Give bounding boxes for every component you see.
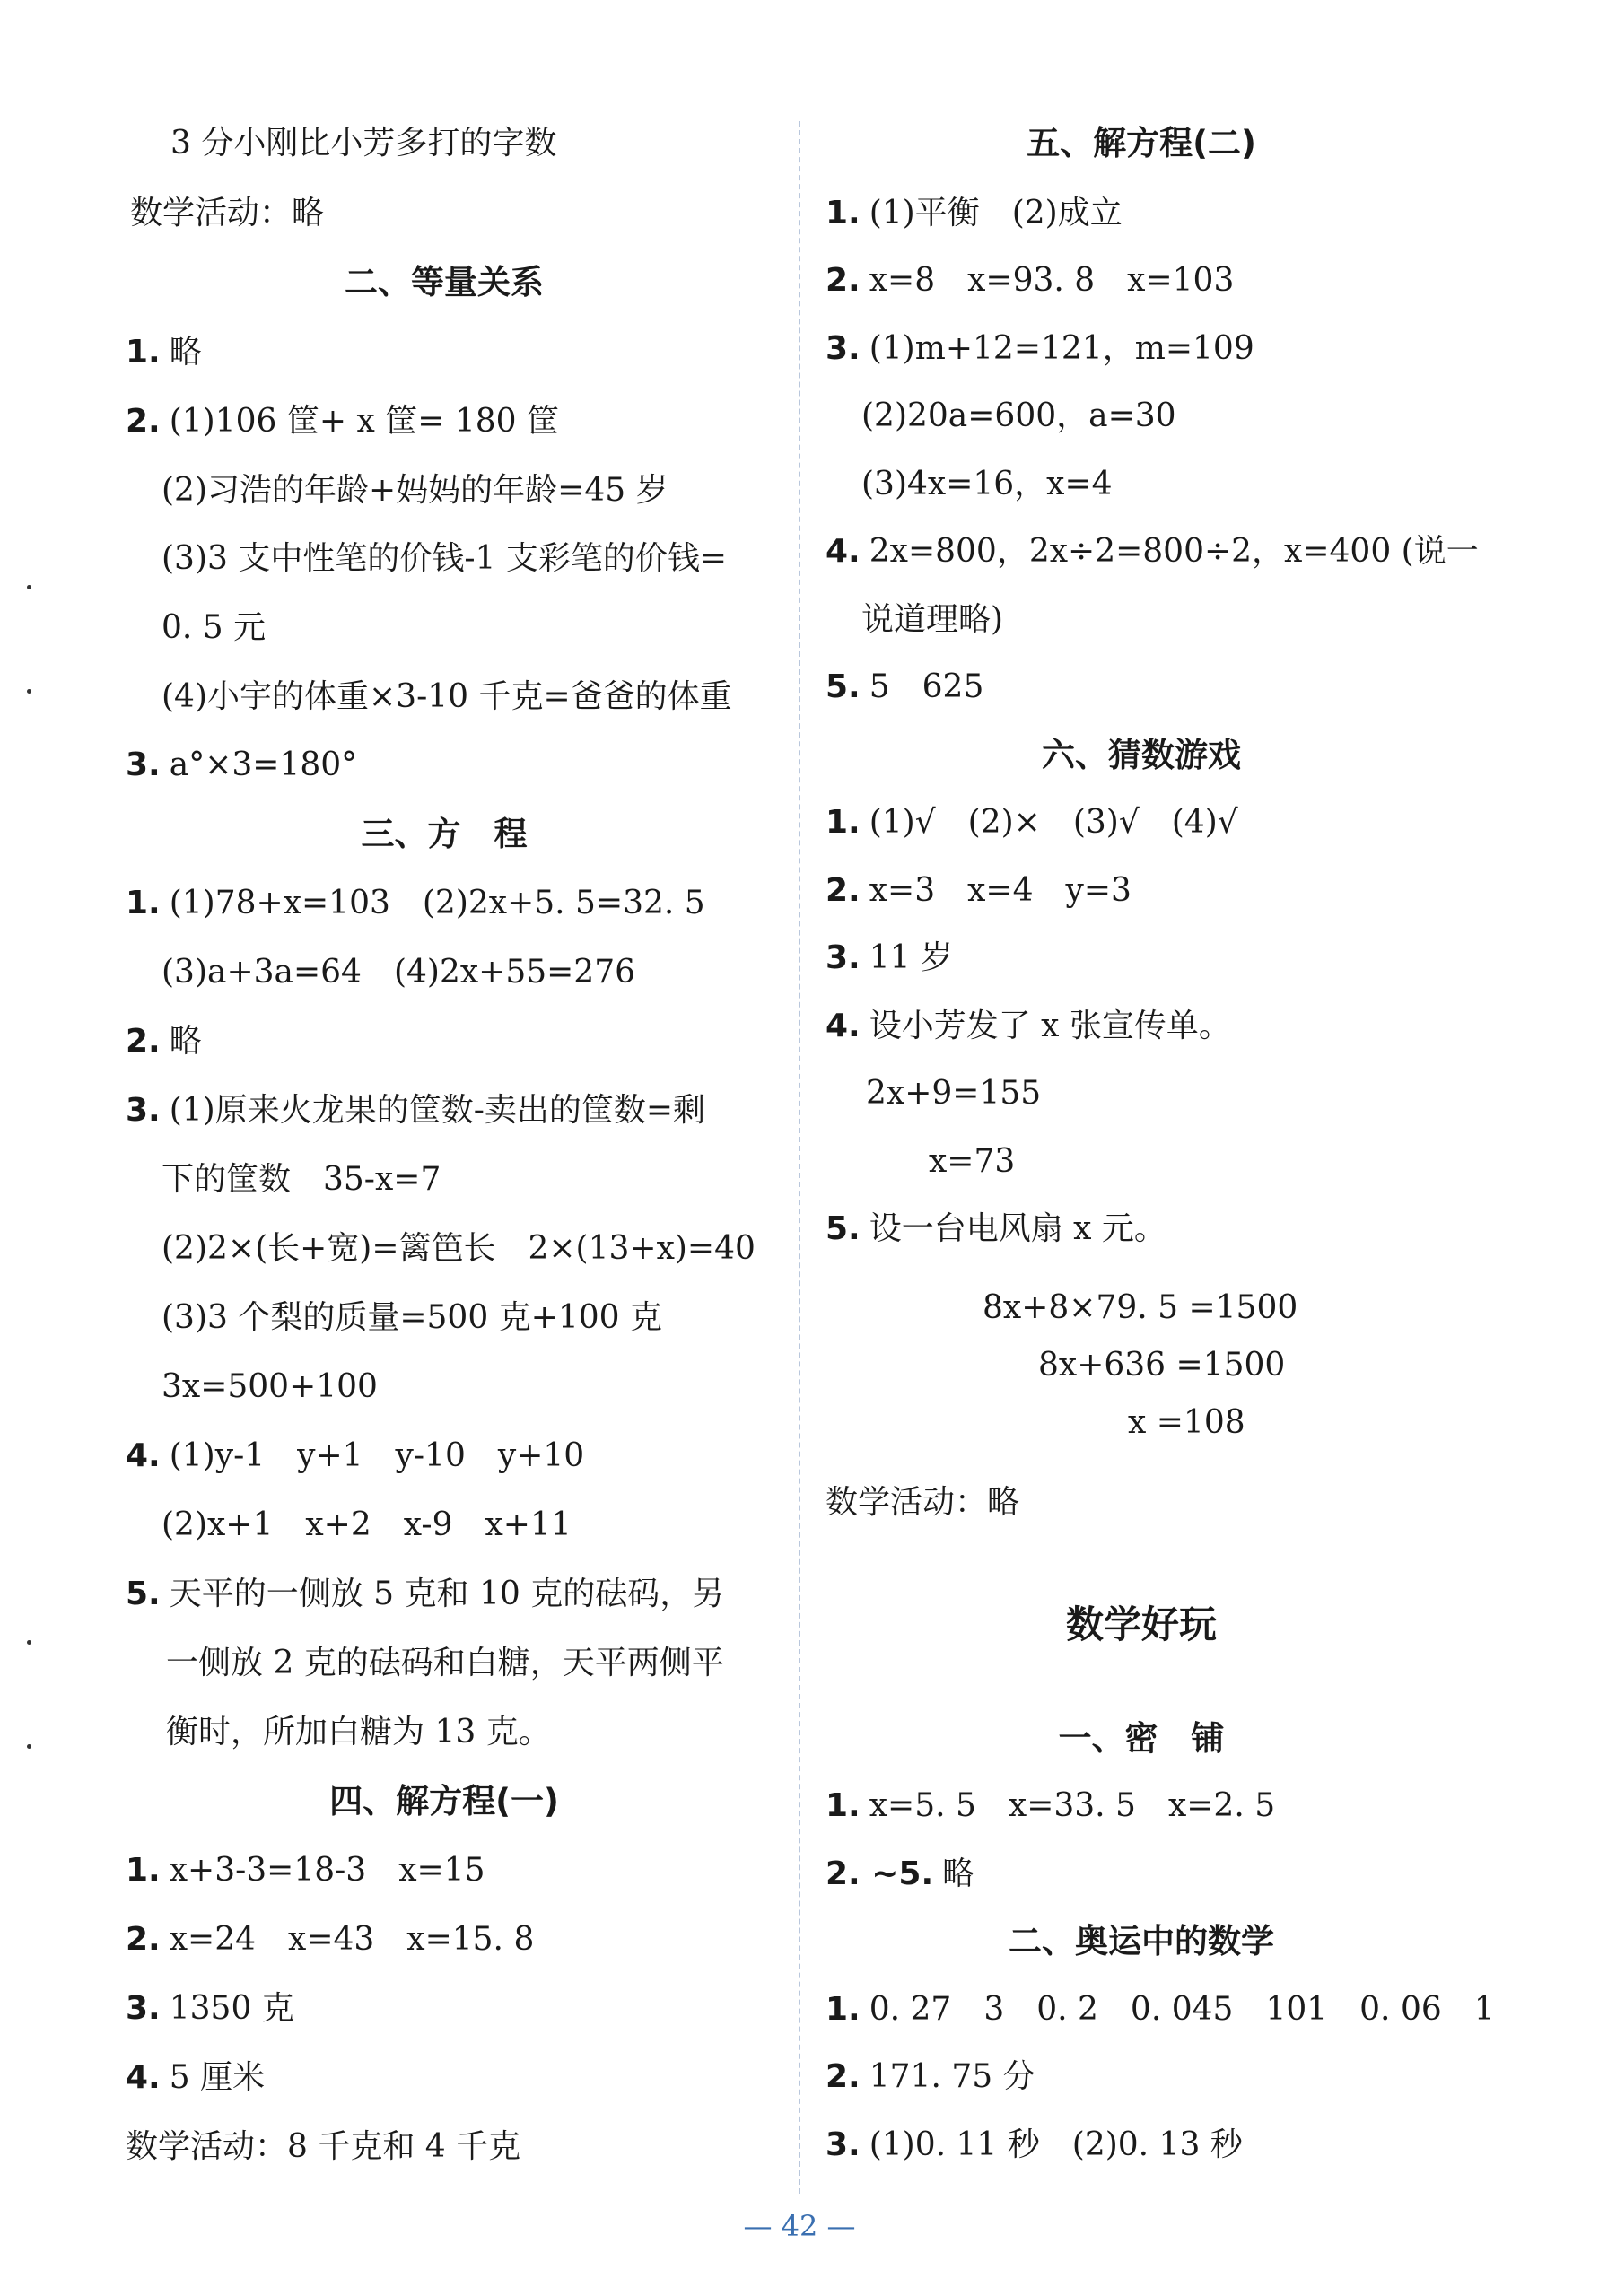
section-heading: 三、方 程: [361, 815, 528, 853]
margin-mark: [27, 1640, 31, 1645]
item-number: 3.: [126, 1990, 161, 2027]
answer-text: (1)106 筐+ x 筐= 180 筐: [169, 403, 560, 440]
answer-text: (3)a+3a=64 (4)2x+55=276: [162, 954, 636, 991]
answer-text: x=8 x=93. 8 x=103: [869, 262, 1235, 299]
answer-text: (3)4x=16，x=4: [861, 466, 1113, 502]
section-heading: 四、解方程(一): [329, 1782, 559, 1820]
answer-line: [826, 1480, 1019, 1525]
answer-text: a°×3=180°: [169, 746, 358, 783]
item-number: 2.: [126, 403, 161, 440]
answer-line: [826, 869, 1132, 913]
answer-text: 略: [942, 1855, 975, 1892]
item-number: 4.: [826, 533, 861, 570]
answer-text: (2)x+1 x+2 x-9 x+11: [162, 1506, 572, 1543]
answer-text: (3)3 个梨的质量=500 克+100 克: [162, 1299, 662, 1336]
margin-mark: [27, 585, 31, 589]
item-number: 2.: [126, 1023, 161, 1060]
answer-line: [826, 258, 1234, 303]
item-number: 2.: [826, 872, 861, 909]
answer-text: (2)习浩的年龄+妈妈的年龄=45 岁: [162, 472, 668, 509]
answer-text: (2)2×(长+宽)=篱笆长 2×(13+x)=40: [162, 1230, 756, 1267]
answer-text: (1)平衡 (2)成立: [869, 195, 1123, 231]
answer-text: 5 厘米: [169, 2059, 266, 2096]
answer-line: [166, 1641, 724, 1686]
item-number: 1.: [826, 195, 861, 231]
answer-text: 数学活动：8 千克和 4 千克: [126, 2128, 521, 2165]
answer-line: [826, 800, 1238, 845]
answer-line: [126, 2056, 265, 2100]
answer-text: 171. 75 分: [869, 2058, 1035, 2095]
answer-text: x =108: [1128, 1404, 1245, 1441]
answer-line: [983, 1286, 1298, 1331]
answer-text: 2x+9=155: [866, 1075, 1042, 1112]
item-number: 1.: [826, 1991, 861, 2028]
answer-line: [826, 191, 1123, 236]
answer-line: [126, 1917, 534, 1962]
answer-text: 2x=800，2x÷2=800÷2，x=400 (说一: [869, 533, 1479, 570]
answer-line: [826, 1852, 974, 1897]
answer-text: x+3-3=18-3 x=15: [169, 1852, 485, 1889]
answer-line: [826, 327, 1254, 371]
answer-text: 8x+636 =1500: [1038, 1347, 1286, 1384]
item-number: 2. ~5.: [826, 1855, 934, 1892]
answer-line: [929, 1139, 1015, 1184]
item-number: 4.: [826, 1008, 861, 1044]
answer-line: [126, 330, 202, 375]
item-number: 2.: [126, 1921, 161, 1958]
answer-line: [861, 394, 1176, 439]
answer-line: [826, 2123, 1243, 2168]
item-number: 3.: [826, 2126, 861, 2163]
answer-line: [826, 936, 953, 981]
answer-text: (1)78+x=103 (2)2x+5. 5=32. 5: [169, 885, 705, 921]
answer-line: [162, 1503, 572, 1548]
answer-text: x=3 x=4 y=3: [869, 872, 1132, 909]
answer-line: [826, 665, 983, 710]
answer-line: [166, 1710, 551, 1755]
answer-line: [826, 529, 1479, 574]
item-number: 1.: [126, 1852, 161, 1889]
section-heading: 六、猜数游戏: [1042, 736, 1241, 774]
page-number: — 42 —: [743, 2209, 856, 2243]
answer-text: (4)小宇的体重×3-10 千克=爸爸的体重: [162, 678, 732, 715]
answer-line: [126, 399, 559, 444]
item-number: 5.: [826, 668, 861, 705]
answer-line: [130, 191, 324, 236]
answer-text: 下的筐数 35-x=7: [162, 1161, 441, 1198]
item-number: 5.: [826, 1210, 861, 1247]
answer-text: 11 岁: [869, 939, 953, 976]
answer-text: 5 625: [869, 668, 984, 705]
item-number: 1.: [126, 885, 161, 921]
answer-line: [826, 2055, 1035, 2100]
answer-line: [126, 1088, 705, 1133]
answer-text: 说道理略): [861, 601, 1004, 638]
item-number: 1.: [126, 334, 161, 371]
answer-text: 8x+8×79. 5 =1500: [983, 1289, 1298, 1326]
answer-line: [126, 1019, 202, 1064]
answer-text: 3x=500+100: [162, 1368, 378, 1405]
answer-line: [162, 468, 668, 513]
item-number: 5.: [126, 1576, 161, 1612]
answer-text: x=24 x=43 x=15. 8: [169, 1921, 535, 1958]
answer-text: 略: [169, 1023, 202, 1060]
answer-line: [126, 1572, 724, 1617]
item-number: 3.: [826, 330, 861, 367]
answer-line: [170, 121, 556, 166]
answer-line: [162, 1296, 662, 1340]
item-number: 2.: [826, 2058, 861, 2095]
answer-text: (3)3 支中性笔的价钱-1 支彩笔的价钱=: [162, 540, 728, 577]
answer-line: [162, 1365, 378, 1410]
item-number: 4.: [126, 2059, 161, 2096]
section-heading: 五、解方程(二): [1027, 124, 1256, 162]
answer-text: (1)0. 11 秒 (2)0. 13 秒: [869, 2126, 1243, 2163]
answer-text: (1)√ (2)× (3)√ (4)√: [869, 804, 1238, 841]
item-number: 2.: [826, 262, 861, 299]
section-heading: 二、奥运中的数学: [1009, 1922, 1274, 1960]
item-number: 1.: [826, 804, 861, 841]
answer-line: [162, 675, 732, 720]
answer-line: [126, 1434, 584, 1479]
answer-text: (2)20a=600，a=30: [861, 397, 1176, 434]
answer-line: [826, 1207, 1166, 1252]
answer-line: [126, 1986, 294, 2031]
answer-line: [1128, 1401, 1245, 1445]
answer-text: (1)原来火龙果的筐数-卖出的筐数=剩: [169, 1092, 706, 1129]
answer-line: [861, 598, 1003, 642]
answer-text: 设小芳发了 x 张宣传单。: [869, 1008, 1231, 1044]
answer-text: 0. 27 3 0. 2 0. 045 101 0. 06 1: [869, 1991, 1495, 2028]
item-number: 3.: [126, 746, 161, 783]
margin-mark: [27, 1744, 31, 1749]
section-heading: 二、等量关系: [345, 263, 544, 301]
answer-line: [126, 881, 705, 926]
answer-line: [162, 606, 266, 650]
answer-line: [861, 462, 1113, 507]
answer-text: 3 分小刚比小芳多打的字数: [170, 125, 557, 162]
answer-line: [866, 1071, 1041, 1116]
column-divider: [799, 121, 800, 2194]
answer-line: [126, 2125, 520, 2169]
item-number: 1.: [826, 1787, 861, 1824]
answer-line: [126, 743, 357, 788]
answer-text: (1)m+12=121，m=109: [869, 330, 1254, 367]
answer-line: [826, 1784, 1275, 1829]
item-number: 3.: [126, 1092, 161, 1129]
answer-text: 天平的一侧放 5 克和 10 克的砝码，另: [169, 1576, 725, 1612]
answer-text: 一侧放 2 克的砝码和白糖，天平两侧平: [166, 1645, 724, 1681]
margin-mark: [27, 689, 31, 694]
answer-line: [162, 1227, 756, 1271]
answer-line: [162, 1157, 441, 1202]
answer-text: 略: [169, 334, 202, 371]
answer-text: 衡时，所加白糖为 13 克。: [166, 1714, 551, 1750]
answer-line: [126, 1848, 485, 1893]
answer-text: (1)y-1 y+1 y-10 y+10: [169, 1437, 585, 1474]
answer-text: x=5. 5 x=33. 5 x=2. 5: [869, 1787, 1276, 1824]
answer-text: 设一台电风扇 x 元。: [869, 1210, 1166, 1247]
answer-text: 1350 克: [169, 1990, 294, 2027]
item-number: 4.: [126, 1437, 161, 1474]
answer-line: [162, 950, 635, 995]
item-number: 3.: [826, 939, 861, 976]
answer-text: 数学活动：略: [826, 1484, 1020, 1521]
chapter-title: 数学好玩: [1065, 1602, 1217, 1646]
answer-line: [826, 1987, 1495, 2032]
answer-text: x=73: [929, 1143, 1016, 1180]
answer-line: [1038, 1343, 1285, 1388]
answer-line: [162, 537, 727, 581]
answer-text: 0. 5 元: [162, 609, 266, 646]
answer-line: [826, 1004, 1231, 1049]
section-heading: 一、密 铺: [1058, 1719, 1225, 1758]
answer-text: 数学活动：略: [130, 195, 325, 231]
